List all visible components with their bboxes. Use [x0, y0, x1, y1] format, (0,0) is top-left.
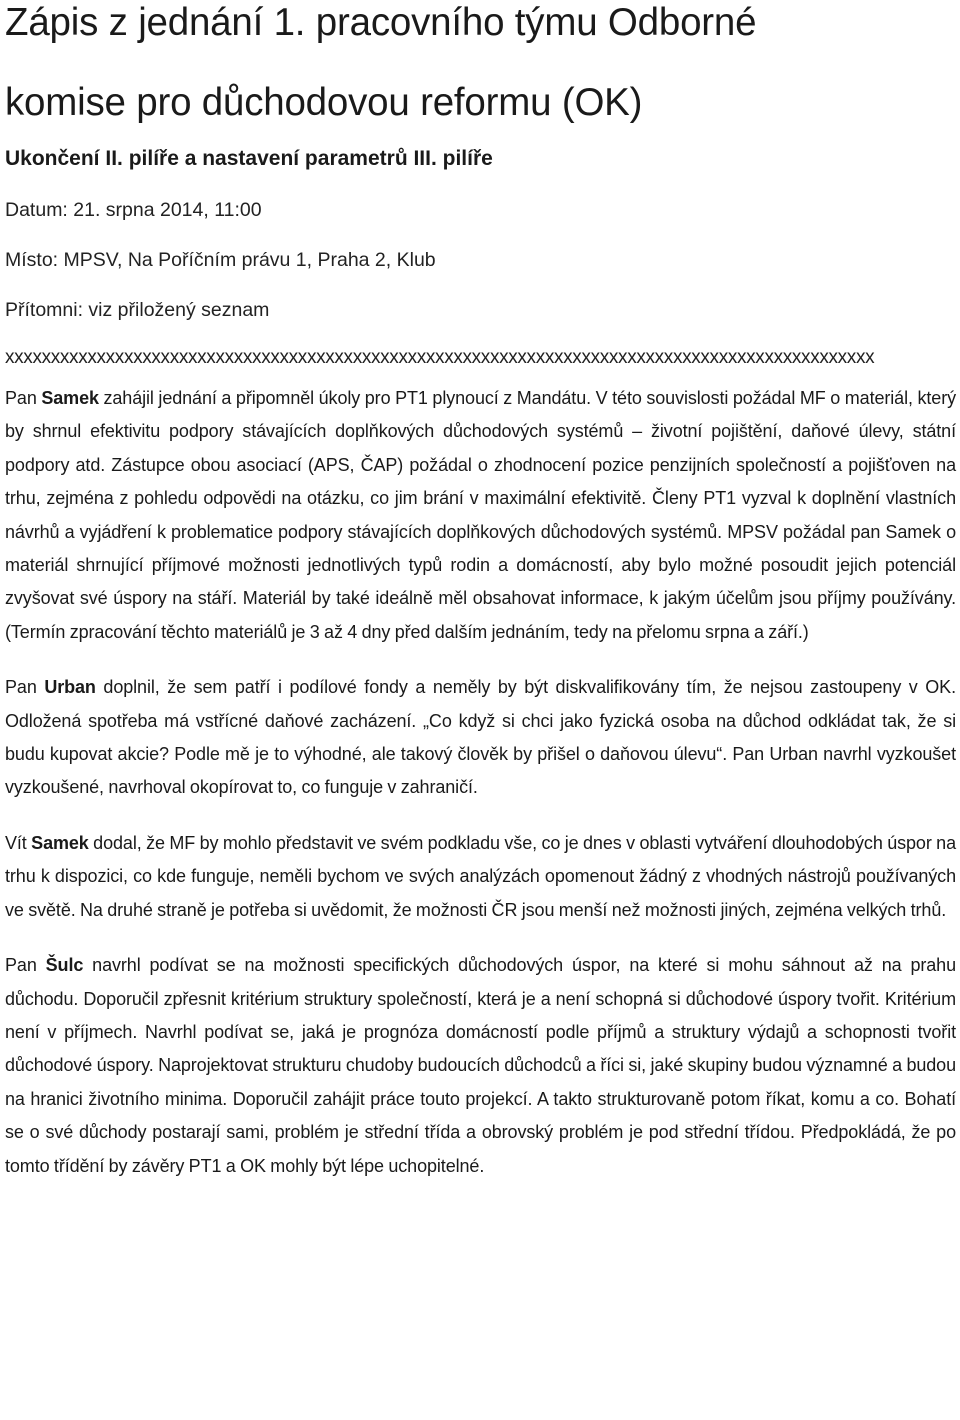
paragraph-vit-samek: [5, 827, 956, 927]
paragraph-prefix: Pan: [5, 955, 46, 976]
paragraph-samek-opening: [5, 382, 956, 649]
speaker-name: Šulc: [45, 955, 84, 976]
separator-line: xxxxxxxxxxxxxxxxxxxxxxxxxxxxxxxxxxxxxxxxxxxxxxxxxxxxxxxxxxxxxxxxxxxxxxxxxxxxxxxxxxxxxxxxxxxxxxx: [5, 347, 875, 368]
meeting-place: Místo: MPSV, Na Poříčním právu 1, Praha 2, Klub: [5, 249, 436, 271]
speaker-name: Samek: [31, 832, 89, 853]
paragraph-text: navrhl podívat se na možnosti specifických důchodových úspor, na které si mohu sáhnout až na prahu důchodu. Doporučil zpřesnit kritérium struktury společností, která je a není schopná si důchodové úspory tvořit. Kritérium není v příjmech. Navrhl podívat se, jaká je prognóza domácností podle příjmů a struktury výdajů a schopnosti tvořit důchodové úspory. Naprojektovat strukturu chudoby budoucích důchodců a říci si, jaké skupiny budou významné a budou na hranici životního minima. Doporučil zahájit práce touto projekcí. A takto strukturovaně potom říkat, komu a co. Bohatí se o své důchody postarají sami, problém je střední třída a obrovský problém je pod střední třídou. Předpokládá, že po tomto třídění by závěry PT1 a OK mohly být lépe uchopitelné.: [5, 955, 956, 1176]
paragraph-prefix: Pan: [5, 677, 45, 698]
paragraph-sulc: [5, 949, 956, 1183]
document-subtitle: Ukončení II. pilíře a nastavení parametrů III. pilíře: [5, 147, 493, 170]
paragraph-prefix: Vít: [5, 832, 32, 853]
speaker-name: Urban: [44, 677, 96, 698]
document-page: [5, 0, 956, 1205]
paragraph-urban: [5, 671, 956, 805]
paragraph-prefix: Pan: [5, 388, 42, 408]
meeting-date: Datum: 21. srpna 2014, 11:00: [5, 199, 262, 221]
paragraph-text: zahájil jednání a připomněl úkoly pro PT1 plynoucí z Mandátu. V této souvislosti požádal MF o materiál, který by shrnul efektivitu podpory stávajících doplňkových důchodových systémů – životní pojištění, daňové úlevy, státní podpory atd. Zástupce obou asociací (APS, ČAP) požádal o zhodnocení pozice penzijních společností a pojišťoven na trhu, zejména z pohledu odpovědi na otázku, co jim brání v maximální efektivitě. Členy PT1 vyzval k doplnění vlastních návrhů a vyjádření k problematice podpory stávajících doplňkových důchodových systémů. MPSV požádal pan Samek o materiál shrnující příjmové možnosti jednotlivých typů rodin a domácností, aby bylo možné posoudit jejich potenciál zvyšovat své úspory na stáří. Materiál by také ideálně měl obsahovat informace, k jakým účelům jsou příjmy používány. (Termín zpracování těchto materiálů je 3 až 4 dny před dalším jednáním, tedy na přelomu srpna a září.): [5, 388, 956, 642]
speaker-name: Samek: [41, 388, 99, 408]
document-title: [5, 0, 956, 144]
paragraph-text: dodal, že MF by mohlo představit ve svém podkladu vše, co je dnes v oblasti vytváření dlouhodobých úspor na trhu k dispozici, co kde funguje, neměli bychom ve svých analýzách opomenout žádný z vhodných nástrojů používaných ve světě. Na druhé straně je potřeba si uvědomit, že možnosti ČR jsou menší než možnosti jiných, zejména velkých trhů.: [5, 832, 957, 920]
title-line-1: Zápis z jednání 1. pracovního týmu Odborné: [5, 1, 757, 44]
title-line-2: komise pro důchodovou reformu (OK): [5, 81, 643, 124]
attendees: Přítomni: viz přiložený seznam: [5, 299, 270, 321]
paragraph-text: doplnil, že sem patří i podílové fondy a neměly by být diskvalifikovány tím, že nejsou zastoupeny v OK. Odložená spotřeba má vstřícné daňové zacházení. „Co když si chci jako fyzická osoba na důchod odkládat tak, že si budu kupovat akcie? Podle mě je to výhodné, ale takový člověk by přišel o daňovou úlevu“. Pan Urban navrhl vyzkoušet vyzkoušené, navrhoval okopírovat to, co funguje v zahraničí.: [5, 677, 956, 798]
